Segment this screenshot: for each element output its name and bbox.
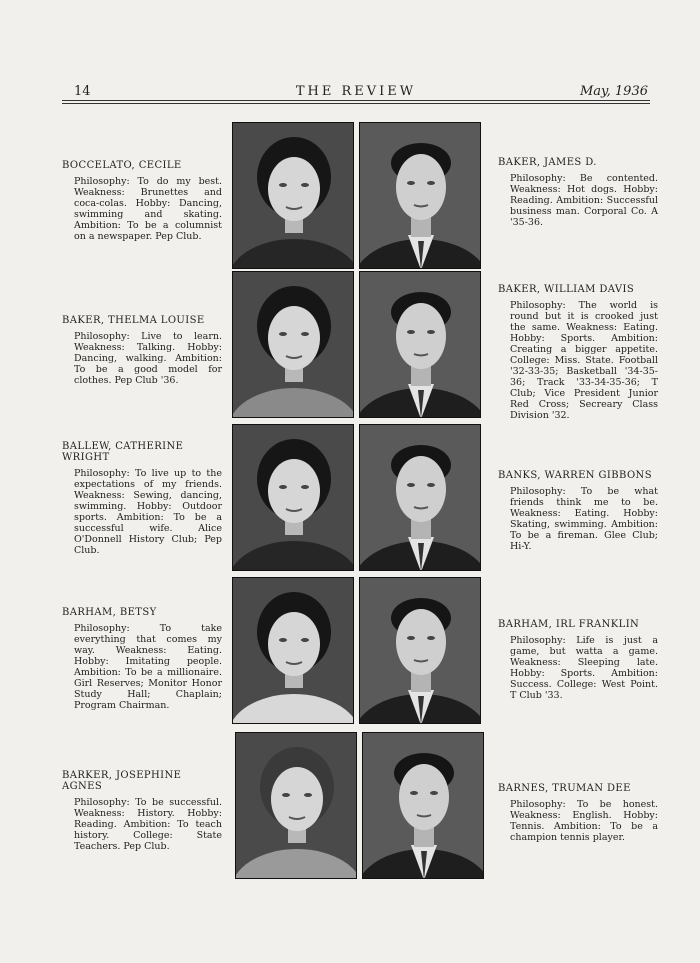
student-bio: Philosophy: The world is round but it is crooked just the same. Weakness: Eating. Hobby: Sports. Ambition: Creating a bigger appetite. College: Miss. State. Football '32-33-35; Basketball '34-35-36; Track '33-34-35-36; T Club; Vice President Junior Red Cross; Secreary Class Division '32. [510, 300, 658, 421]
portrait-photo [232, 271, 354, 418]
student-bio: Philosophy: Live to learn. Weakness: Talking. Hobby: Dancing, walking. Ambition: To be a good model for clothes. Pep Club '36. [74, 331, 222, 386]
page-header [62, 82, 650, 102]
student-name: BOCCELATO, CECILE [62, 160, 182, 171]
portrait-photo [235, 732, 357, 879]
student-entry [62, 315, 222, 386]
issue-date: May, 1936 [579, 84, 648, 99]
student-bio: Philosophy: To be successful. Weakness: History. Hobby: Reading. Ambition: To teach history. College: State Teachers. Pep Club. [74, 797, 222, 852]
portrait-photo [232, 122, 354, 269]
student-bio: Philosophy: To live up to the expectations of my friends. Weakness: Sewing, dancing, swimming. Hobby: Outdoor sports. Ambition: To be a successful wife. Alice O'Donnell History Club; Pep Club. [74, 468, 222, 556]
student-entry [62, 441, 222, 556]
student-name: BARHAM, BETSY [62, 607, 157, 618]
student-entry [62, 770, 222, 852]
student-bio: Philosophy: To be what friends think me to be. Weakness: Eating. Hobby: Skating, swimming. Ambition: To be a fireman. Glee Club; Hi-Y. [510, 486, 658, 552]
journal-title: THE REVIEW [295, 84, 417, 99]
student-entry [498, 157, 658, 228]
student-bio: Philosophy: Be contented. Weakness: Hot dogs. Hobby: Reading. Ambition: Successful business man. Corporal Co. A '35-36. [510, 173, 658, 228]
header-rule-bottom [62, 103, 650, 104]
student-entry [62, 607, 222, 711]
header-rule-top [62, 100, 650, 101]
student-entry [498, 284, 658, 421]
portrait-photo [359, 577, 481, 724]
student-bio: Philosophy: To do my best. Weakness: Brunettes and coca-colas. Hobby: Dancing, swimming and skating. Ambition: To be a columnist on a newspaper. Pep Club. [74, 176, 222, 242]
student-name: BANKS, WARREN GIBBONS [498, 470, 652, 481]
portrait-photo [359, 424, 481, 571]
student-name: BAKER, THELMA LOUISE [62, 315, 205, 326]
student-entry [498, 783, 658, 843]
portrait-photo [232, 577, 354, 724]
student-entry [498, 619, 658, 701]
student-name: BALLEW, CATHERINE WRIGHT [62, 441, 184, 463]
student-bio: Philosophy: To be honest. Weakness: English. Hobby: Tennis. Ambition: To be a champion tennis player. [510, 799, 658, 843]
student-name: BARKER, JOSEPHINE AGNES [62, 770, 182, 792]
student-name: BARHAM, IRL FRANKLIN [498, 619, 640, 630]
student-bio: Philosophy: Life is just a game, but watta a game. Weakness: Sleeping late. Hobby: Sports. Ambition: Success. College: West Point. T Club '33. [510, 635, 658, 701]
student-bio: Philosophy: To take everything that comes my way. Weakness: Eating. Hobby: Imitating people. Ambition: To be a millionaire. Girl Reserves; Monitor Honor Study Hall; Chaplain; Program Chairman. [74, 623, 222, 711]
student-entry [498, 470, 658, 552]
portrait-photo [232, 424, 354, 571]
student-name: BAKER, JAMES D. [498, 157, 597, 168]
portrait-photo [359, 271, 481, 418]
portrait-photo [362, 732, 484, 879]
student-name: BARNES, TRUMAN DEE [498, 783, 631, 794]
page-number: 14 [74, 84, 91, 99]
student-entry [62, 160, 222, 242]
portrait-photo [359, 122, 481, 269]
student-name: BAKER, WILLIAM DAVIS [498, 284, 635, 295]
